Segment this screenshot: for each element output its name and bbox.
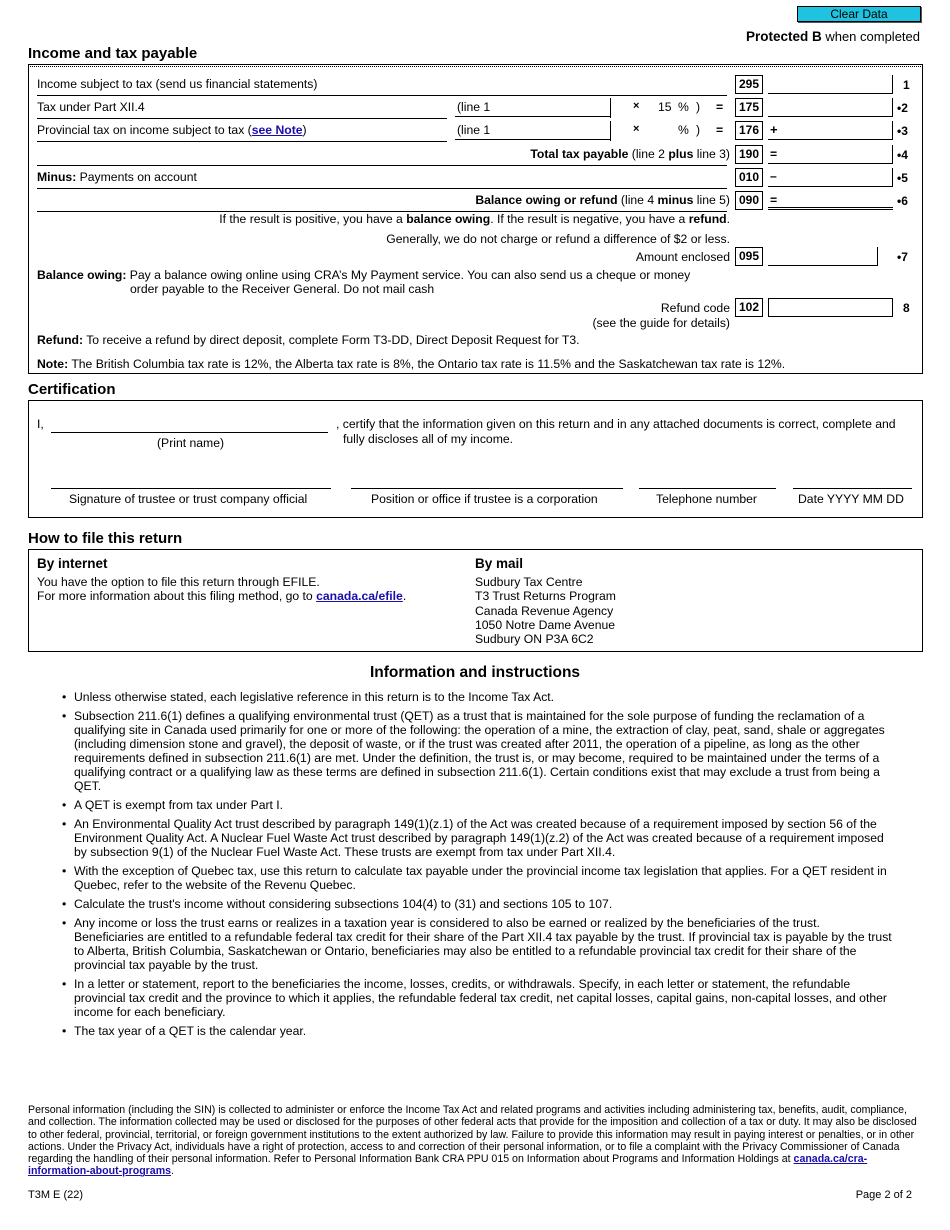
date-field[interactable]: [793, 472, 912, 489]
balance-owing-text-2: order payable to the Receiver General. Do not mail cash: [130, 282, 435, 296]
info-list: [62, 690, 892, 1043]
mail-line: 1050 Notre Dame Avenue: [475, 617, 616, 632]
protected-b-label: Protected B when completed: [745, 29, 920, 44]
page-number: Page 2 of 2: [855, 1189, 912, 1201]
equals-symbol: =: [770, 147, 778, 161]
times-symbol: ×: [633, 123, 640, 135]
cert-i-label: I,: [37, 417, 44, 431]
cert-statement-2: fully discloses all of my income.: [343, 432, 514, 446]
info-item: • Subsection 211.6(1) defines a qualifying environmental trust (QET) as a trust that is maintained for the sole purpose of funding the reclamation of a qualifying site in Canada used primarily for one or more of the following: the operation of a mine, the extraction of clay, peat, sand, shale or aggregates (including dimension stone and gravel), the deposit of waste, or if the trust was created after 2011, the operation of a pipeline, as long as the other requirements defined in subsection 211.6(1) are met. Under the definition, the trust is, or may become, required to be maintained under the terms of a qualifying contract or a qualifying law as these terms are defined in subsection 211.6(1). Certain conditions exist that may exclude a trust from being a QET.: [62, 709, 892, 793]
print-name-field[interactable]: [51, 418, 328, 433]
info-item: • Unless otherwise stated, each legislative reference in this return is to the Income Tax Act.: [62, 690, 892, 704]
line2-label: Tax under Part XII.4: [37, 100, 145, 114]
line7-label: Amount enclosed: [635, 250, 730, 264]
line8-number: 8: [903, 301, 910, 315]
info-item: • Calculate the trust's income without considering subsections 104(4) to (31) and sections 105 to 107.: [62, 897, 892, 911]
result-explanation: If the result is positive, you have a balance owing. If the result is negative, you have a refund.: [219, 212, 730, 226]
line1-label: Income subject to tax (send us financial statements): [37, 77, 318, 91]
see-note-link[interactable]: see Note: [251, 123, 303, 137]
close-paren: ): [696, 123, 701, 137]
by-internet-title: By internet: [37, 556, 108, 571]
divider: [37, 141, 447, 142]
print-name-caption: (Print name): [157, 436, 225, 450]
line3-code: 176: [735, 121, 763, 140]
close-paren: ): [696, 100, 701, 114]
balance-owing-text: Balance owing: Pay a balance owing online using CRA’s My Payment service. You can also send us a cheque or money: [37, 268, 691, 282]
line8-code: 102: [735, 298, 763, 317]
refund-code-field[interactable]: [768, 298, 893, 317]
line2-rate: 15: [658, 100, 672, 114]
divider: [37, 95, 727, 96]
plus-symbol: +: [770, 122, 778, 137]
equals-symbol: =: [770, 193, 778, 207]
mail-line: Sudbury ON P3A 6C2: [475, 632, 594, 647]
line2-number: •2: [897, 101, 908, 115]
line4-number: •4: [897, 148, 908, 162]
line6-number: •6: [897, 194, 908, 208]
line3-base-field[interactable]: [455, 121, 610, 140]
note-text: Note: The British Columbia tax rate is 12%, the Alberta tax rate is 8%, the Ontario tax rate is 11.5% and the Saskatchewan tax rate is 12%.: [37, 357, 786, 371]
line2-base-field[interactable]: [455, 98, 610, 117]
by-mail-title: By mail: [475, 556, 524, 571]
info-item: • The tax year of a QET is the calendar year.: [62, 1024, 892, 1038]
divider: [37, 165, 727, 166]
position-field[interactable]: [351, 472, 623, 489]
efile-link[interactable]: canada.ca/efile: [316, 589, 403, 603]
info-item: • With the exception of Quebec tax, use this return to calculate tax payable under the provincial income tax legislation that applies. For a QET resident in Quebec, refer to the website of the Revenu Quebec.: [62, 864, 892, 892]
how-to-file-title: How to file this return: [28, 530, 183, 547]
percent-symbol: %: [678, 100, 689, 114]
line2-amount-field[interactable]: [768, 98, 893, 117]
refund-text: Refund: To receive a refund by direct deposit, complete Form T3-DD, Direct Deposit Request for T3.: [37, 333, 580, 347]
mail-address: [475, 575, 616, 646]
line8-label: Refund code: [660, 301, 730, 315]
line5-number: •5: [897, 171, 908, 185]
line7-amount-field[interactable]: [768, 247, 878, 266]
telephone-caption: Telephone number: [656, 492, 757, 506]
cert-statement: , certify that the information given on this return and in any attached documents is correct, complete and: [336, 417, 896, 431]
line1-code: 295: [735, 75, 763, 94]
info-item: • Any income or loss the trust earns or realizes in a taxation year is considered to also be earned or realized by the beneficiaries of the trust. Beneficiaries are entitled to a refundable federal tax credit for their share of the Part XII.4 tax payable by the trust. If provincial tax is payable by the trust to Alberta, British Columbia, Saskatchewan or Ontario, beneficiaries may also be entitled to a refundable provincial tax credit for their share of the provincial tax payable by the trust.: [62, 916, 892, 972]
divider: [37, 118, 447, 119]
info-item: • In a letter or statement, report to the beneficiaries the income, losses, credits, or withdrawals. Specify, in each letter or statement, the refundable provincial tax credit and the province to which it applies, the refundable federal tax credit, net capital losses, capital gains, non-capital losses, and other income for each beneficiary.: [62, 977, 892, 1019]
date-caption: Date YYYY MM DD: [798, 492, 904, 506]
info-item: • A QET is exempt from tax under Part I.: [62, 798, 892, 812]
line8-sub-label: (see the guide for details): [592, 316, 730, 330]
line2-code: 175: [735, 98, 763, 117]
line5-code: 010: [735, 168, 763, 187]
equals-symbol: =: [716, 100, 724, 114]
internet-line-1: You have the option to file this return through EFILE.: [37, 575, 320, 589]
position-caption: Position or office if trustee is a corporation: [371, 492, 598, 506]
line3-number: •3: [897, 124, 908, 138]
line5-amount-field[interactable]: [768, 168, 893, 187]
equals-symbol: =: [716, 123, 724, 137]
telephone-field[interactable]: [639, 472, 776, 489]
mail-line: Sudbury Tax Centre: [475, 575, 583, 589]
mail-line: T3 Trust Returns Program: [475, 589, 616, 604]
generally-note: Generally, we do not charge or refund a difference of $2 or less.: [386, 232, 730, 246]
line7-number: •7: [897, 250, 908, 264]
line3-label: Provincial tax on income subject to tax (see Note): [37, 123, 307, 137]
form-id: T3M E (22): [28, 1189, 84, 1201]
signature-caption: Signature of trustee or trust company official: [69, 492, 308, 506]
line3-amount-field[interactable]: [768, 121, 893, 140]
line6-label: Balance owing or refund (line 4 minus line 5): [475, 193, 730, 207]
line5-label: Minus: Payments on account: [37, 170, 197, 184]
percent-symbol: %: [678, 123, 689, 137]
line2-line-ref: (line 1: [457, 100, 491, 114]
mail-line: Canada Revenue Agency: [475, 603, 614, 618]
minus-symbol: –: [770, 169, 777, 183]
line4-code: 190: [735, 145, 763, 164]
internet-line-2: For more information about this filing method, go to canada.ca/efile.: [37, 589, 407, 603]
line6-code: 090: [735, 191, 763, 210]
divider: [610, 121, 611, 141]
line3-rate-field[interactable]: [650, 121, 676, 140]
line1-amount-field[interactable]: [768, 75, 893, 94]
line1-number: 1: [903, 78, 910, 92]
info-title: Information and instructions: [369, 664, 581, 681]
line4-label: Total tax payable (line 2 plus line 3): [530, 147, 730, 161]
line4-amount-field[interactable]: [768, 145, 893, 164]
line7-code: 095: [735, 247, 763, 266]
clear-data-button[interactable]: Clear Data: [797, 6, 921, 22]
divider: [37, 188, 727, 189]
divider: [610, 98, 611, 118]
info-item: • An Environmental Quality Act trust described by paragraph 149(1)(z.1) of the Act was created because of a requirement imposed by section 56 of the Environment Quality Act. A Nuclear Fuel Waste Act trust described by paragraph 149(1)(z.2) of the Act was created because of a requirement imposed by subsection 9(1) of the Nuclear Fuel Waste Act. These trusts are exempt from tax under Part XII.4.: [62, 817, 892, 859]
privacy-notice: Personal information (including the SIN) is collected to administer or enforce the Income Tax Act and related programs and activities including administering tax, benefits, audit, compliance, and collection. The information collected may be used or disclosed for the purposes of other federal acts that provide for the imposition and collection of a tax or duty. It may also be disclosed to other federal, provincial, territorial, or foreign government institutions to the extent authorized by law. Failure to provide this information may result in paying interest or penalties, or in other actions. Under the Privacy Act, individuals have a right of protection, access to and correction of their personal information, or to file a complaint with the Privacy Commissioner of Canada regarding the handling of their personal information. Refer to Personal Information Bank CRA PPU 015 on Information about Programs and Information Holdings at canada.ca/cra-information-about-programs.: [28, 1104, 917, 1178]
cra-info-link[interactable]: canada.ca/cra-information-about-programs: [28, 1153, 868, 1178]
income-section-title: Income and tax payable: [28, 45, 198, 62]
line6-amount-field[interactable]: [768, 191, 893, 210]
certification-title: Certification: [28, 381, 116, 398]
line3-line-ref: (line 1: [457, 123, 491, 137]
signature-field[interactable]: [51, 472, 331, 489]
times-symbol: ×: [633, 100, 640, 112]
divider: [30, 66, 921, 67]
